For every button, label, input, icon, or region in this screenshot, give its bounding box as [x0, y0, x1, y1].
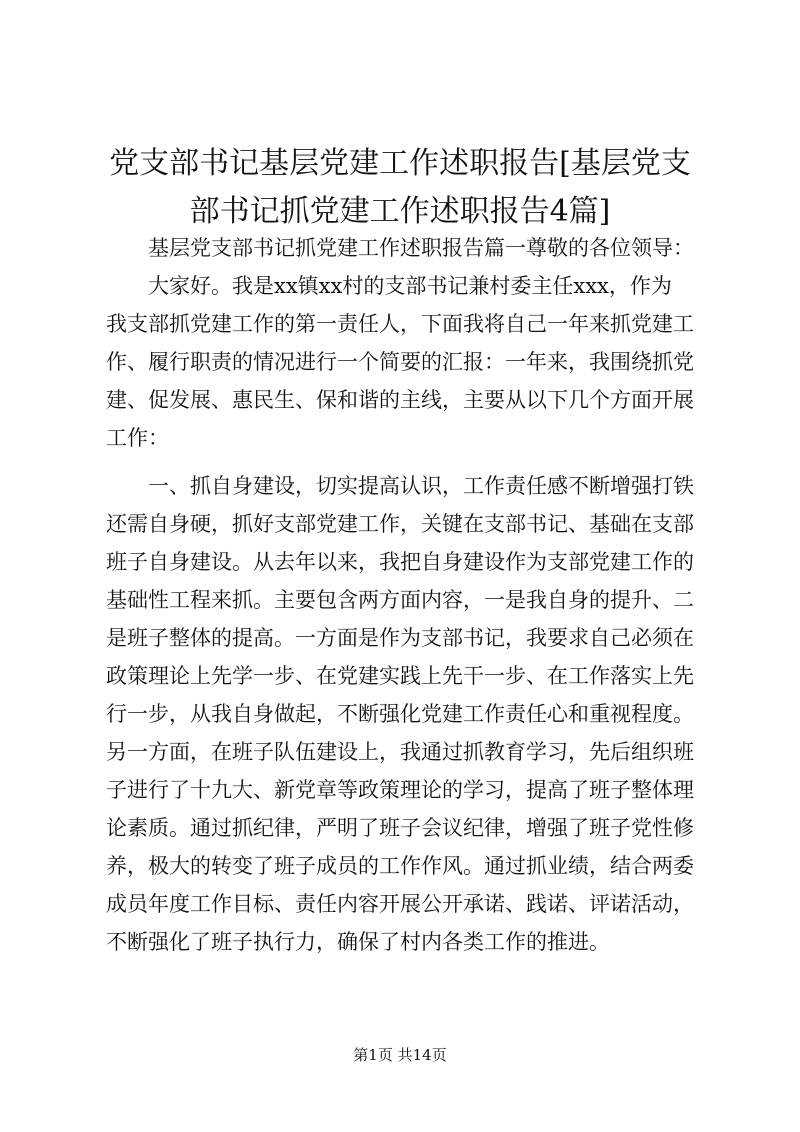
document-body: [106, 229, 716, 961]
text-line: 行一步，从我自身做起，不断强化党建工作责任心和重视程度。: [106, 702, 694, 726]
text-line: 子进行了十九大、新党章等政策理论的学习，提高了班子整体理: [106, 778, 694, 802]
title-line-2: 部书记抓党建工作述职报告4篇]: [189, 194, 611, 229]
paragraph-section-one: [106, 467, 716, 961]
paragraph-greeting: [106, 229, 716, 267]
text-line: 成员年度工作目标、责任内容开展公开承诺、践诺、评诺活动，: [106, 892, 694, 916]
text-line: 政策理论上先学一步、在党建实践上先干一步、在工作落实上先: [106, 664, 694, 688]
text-line: 一、抓自身建设，切实提高认识，工作责任感不断增强打铁: [148, 474, 694, 498]
text-line: 是班子整体的提高。一方面是作为支部书记，我要求自己必须在: [106, 626, 694, 650]
document-title: [100, 140, 700, 236]
text-line: 另一方面，在班子队伍建设上，我通过抓教育学习，先后组织班: [106, 740, 694, 764]
paragraph-introduction: [106, 267, 716, 457]
text-line: 还需自身硬，抓好支部党建工作，关键在支部书记、基础在支部: [106, 512, 694, 536]
text-line: 基层党支部书记抓党建工作述职报告篇一尊敬的各位领导：: [148, 236, 694, 260]
text-line: 不断强化了班子执行力，确保了村内各类工作的推进。: [106, 930, 610, 954]
text-line: 论素质。通过抓纪律，严明了班子会议纪律，增强了班子党性修: [106, 816, 694, 840]
text-line: 基础性工程来抓。主要包含两方面内容，一是我自身的提升、二: [106, 588, 694, 612]
page-number-footer: 第1页 共14页: [353, 1046, 447, 1064]
text-line: 作、履行职责的情况进行一个简要的汇报：一年来，我围绕抓党: [106, 350, 694, 374]
text-line: 养，极大的转变了班子成员的工作作风。通过抓业绩，结合两委: [106, 854, 694, 878]
text-line: 大家好。我是xx镇xx村的支部书记兼村委主任xxx，作为: [148, 274, 672, 298]
text-line: 我支部抓党建工作的第一责任人，下面我将自己一年来抓党建工: [106, 312, 694, 336]
paragraph-spacer: [106, 457, 716, 467]
text-line: 班子自身建设。从去年以来，我把自身建设作为支部党建工作的: [106, 550, 694, 574]
title-line-1: 党支部书记基层党建工作述职报告[基层党支: [109, 146, 691, 181]
text-line: 工作：: [106, 426, 169, 450]
text-line: 建、促发展、惠民生、保和谐的主线，主要从以下几个方面开展: [106, 388, 694, 412]
